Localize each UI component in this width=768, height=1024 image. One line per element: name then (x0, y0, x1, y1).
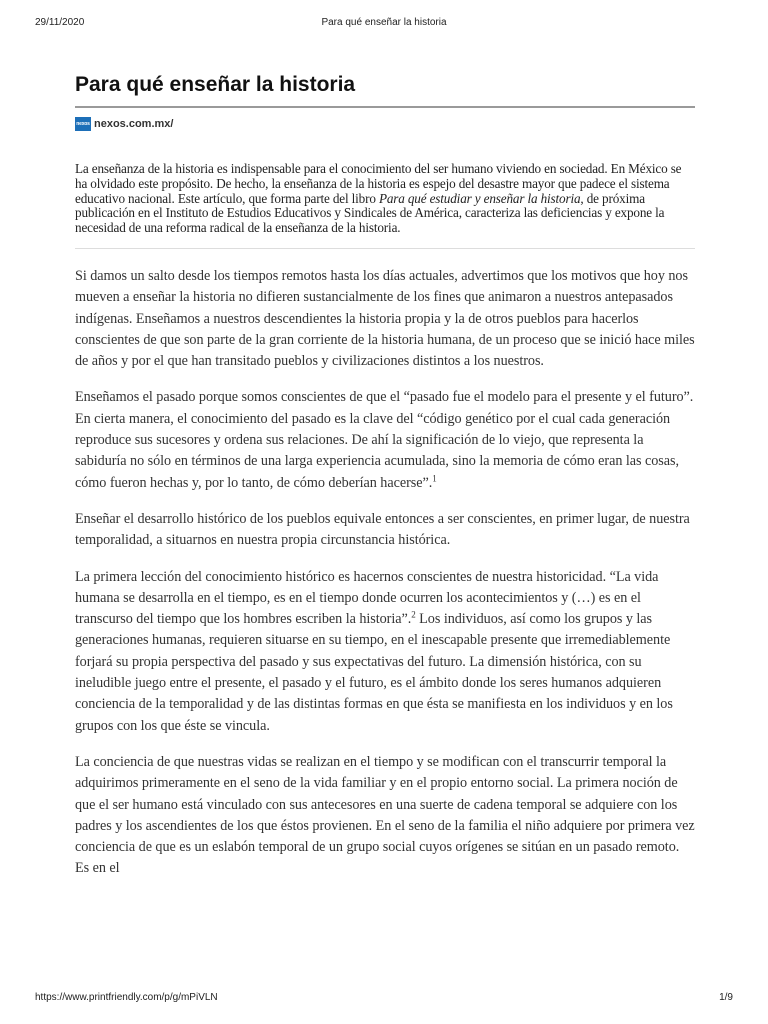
paragraph-4-text-a: La primera lección del conocimiento histórico es hacernos conscientes de nuestra historicidad. “La vida humana se desarrolla en el tiempo, es en el tiempo donde ocurren los acontecimientos y (…) es en el transcurso del tiempo que los hombres escriben la historia”. (75, 568, 659, 628)
article-summary (75, 162, 695, 236)
source-link[interactable]: nexos.com.mx/ (94, 118, 174, 130)
print-page-title: Para qué enseñar la historia (321, 17, 447, 28)
title-divider (75, 106, 695, 108)
print-header (0, 17, 768, 31)
paragraph-1: Si damos un salto desde los tiempos remotos hasta los días actuales, advertimos que los motivos que hoy nos mueven a enseñar la historia no difieren sustancialmente de los fines que animaron a nuestros antepasados indígenas. Enseñamos a nuestros descendientes la historia propia y la de otros pueblos para hacerlos conscientes de que son parte de la gran corriente de la historia humana, de un proceso que se inició hace miles de años y por el que han transitado pueblos y civilizaciones distintos a los nuestros. (75, 267, 695, 370)
print-url: https://www.printfriendly.com/p/g/mPiVLN (35, 992, 218, 1003)
article-title: Para qué enseñar la historia (75, 73, 356, 96)
summary-book-title: Para qué estudiar y enseñar la historia (378, 190, 581, 206)
footnote-ref-1[interactable]: 1 (432, 472, 437, 483)
article (75, 70, 695, 895)
article-body (75, 266, 695, 880)
print-date: 29/11/2020 (35, 17, 85, 28)
paragraph-4 (75, 567, 695, 737)
footnote-ref-2[interactable]: 2 (411, 609, 416, 620)
paragraph-3: Enseñar el desarrollo histórico de los pueblos equivale entonces a ser conscientes, en primer lugar, de nuestra temporalidad, a situarnos en nuestra propia circunstancia histórica. (75, 510, 690, 549)
summary-divider (75, 248, 695, 249)
page-number: 1/9 (719, 992, 733, 1003)
paragraph-2 (75, 387, 695, 493)
nexos-logo-icon: nexos (75, 117, 91, 131)
print-footer (0, 992, 768, 1006)
source-attribution (75, 116, 695, 132)
paragraph-2-text: Enseñamos el pasado porque somos conscientes de que el “pasado fue el modelo para el presente y el futuro”. En cierta manera, el conocimiento del pasado es la clave del “código genético por el cual cada generación reproduce sus sucesores y ordena sus relaciones. De ahí la significación de lo viejo, que representa la sabiduría no sólo en términos de una larga experiencia acumulada, sino la memoria de cómo eran las cosas, cómo fueron hechas y, por lo tanto, de cómo deberían hacerse”. (75, 389, 694, 491)
paragraph-4-text-b: Los individuos, así como los grupos y las generaciones humanas, requieren situarse en su tiempo, en el inescapable presente que irremediablemente forjará su propia perspectiva del pasado y sus expectativas del futuro. La dimensión histórica, con su ineludible juego entre el presente, el pasado y el futuro, es el ámbito donde los seres humanos adquieren conciencia de la temporalidad y de las distintas formas en que ésta se manifiesta en los individuos y en los grupos con los que éste se vincula. (75, 611, 673, 734)
paragraph-5: La conciencia de que nuestras vidas se realizan en el tiempo y se modifican con el transcurrir temporal la adquirimos primeramente en el seno de la vida familiar y en el propio entorno social. La primera noción de que el ser humano está vinculado con sus antecesores en una suerte de cadena temporal se adquiere con los padres y los ascendientes de los que éstos provienen. En el seno de la familia el niño adquiere por primera vez conciencia de que es un eslabón temporal de un grupo social cuyos orígenes se sitúan en un pasado remoto. Es en el (75, 753, 695, 877)
summary-text-part1: La enseñanza de la historia es indispensable para el conocimiento del ser humano viviendo en sociedad. En México se ha olvidado este propósito. De hecho, la enseñanza de la historia es espejo del desastre mayor que padece el sistema educativo nacional. Este artículo, que forma parte del libro (75, 161, 682, 206)
summary-text-part2: , de próxima publicación en el Instituto de Estudios Educativos y Sindicales de América, caracteriza las deficiencias y expone la necesidad de una reforma radical de la enseñanza de la historia. (75, 190, 665, 236)
